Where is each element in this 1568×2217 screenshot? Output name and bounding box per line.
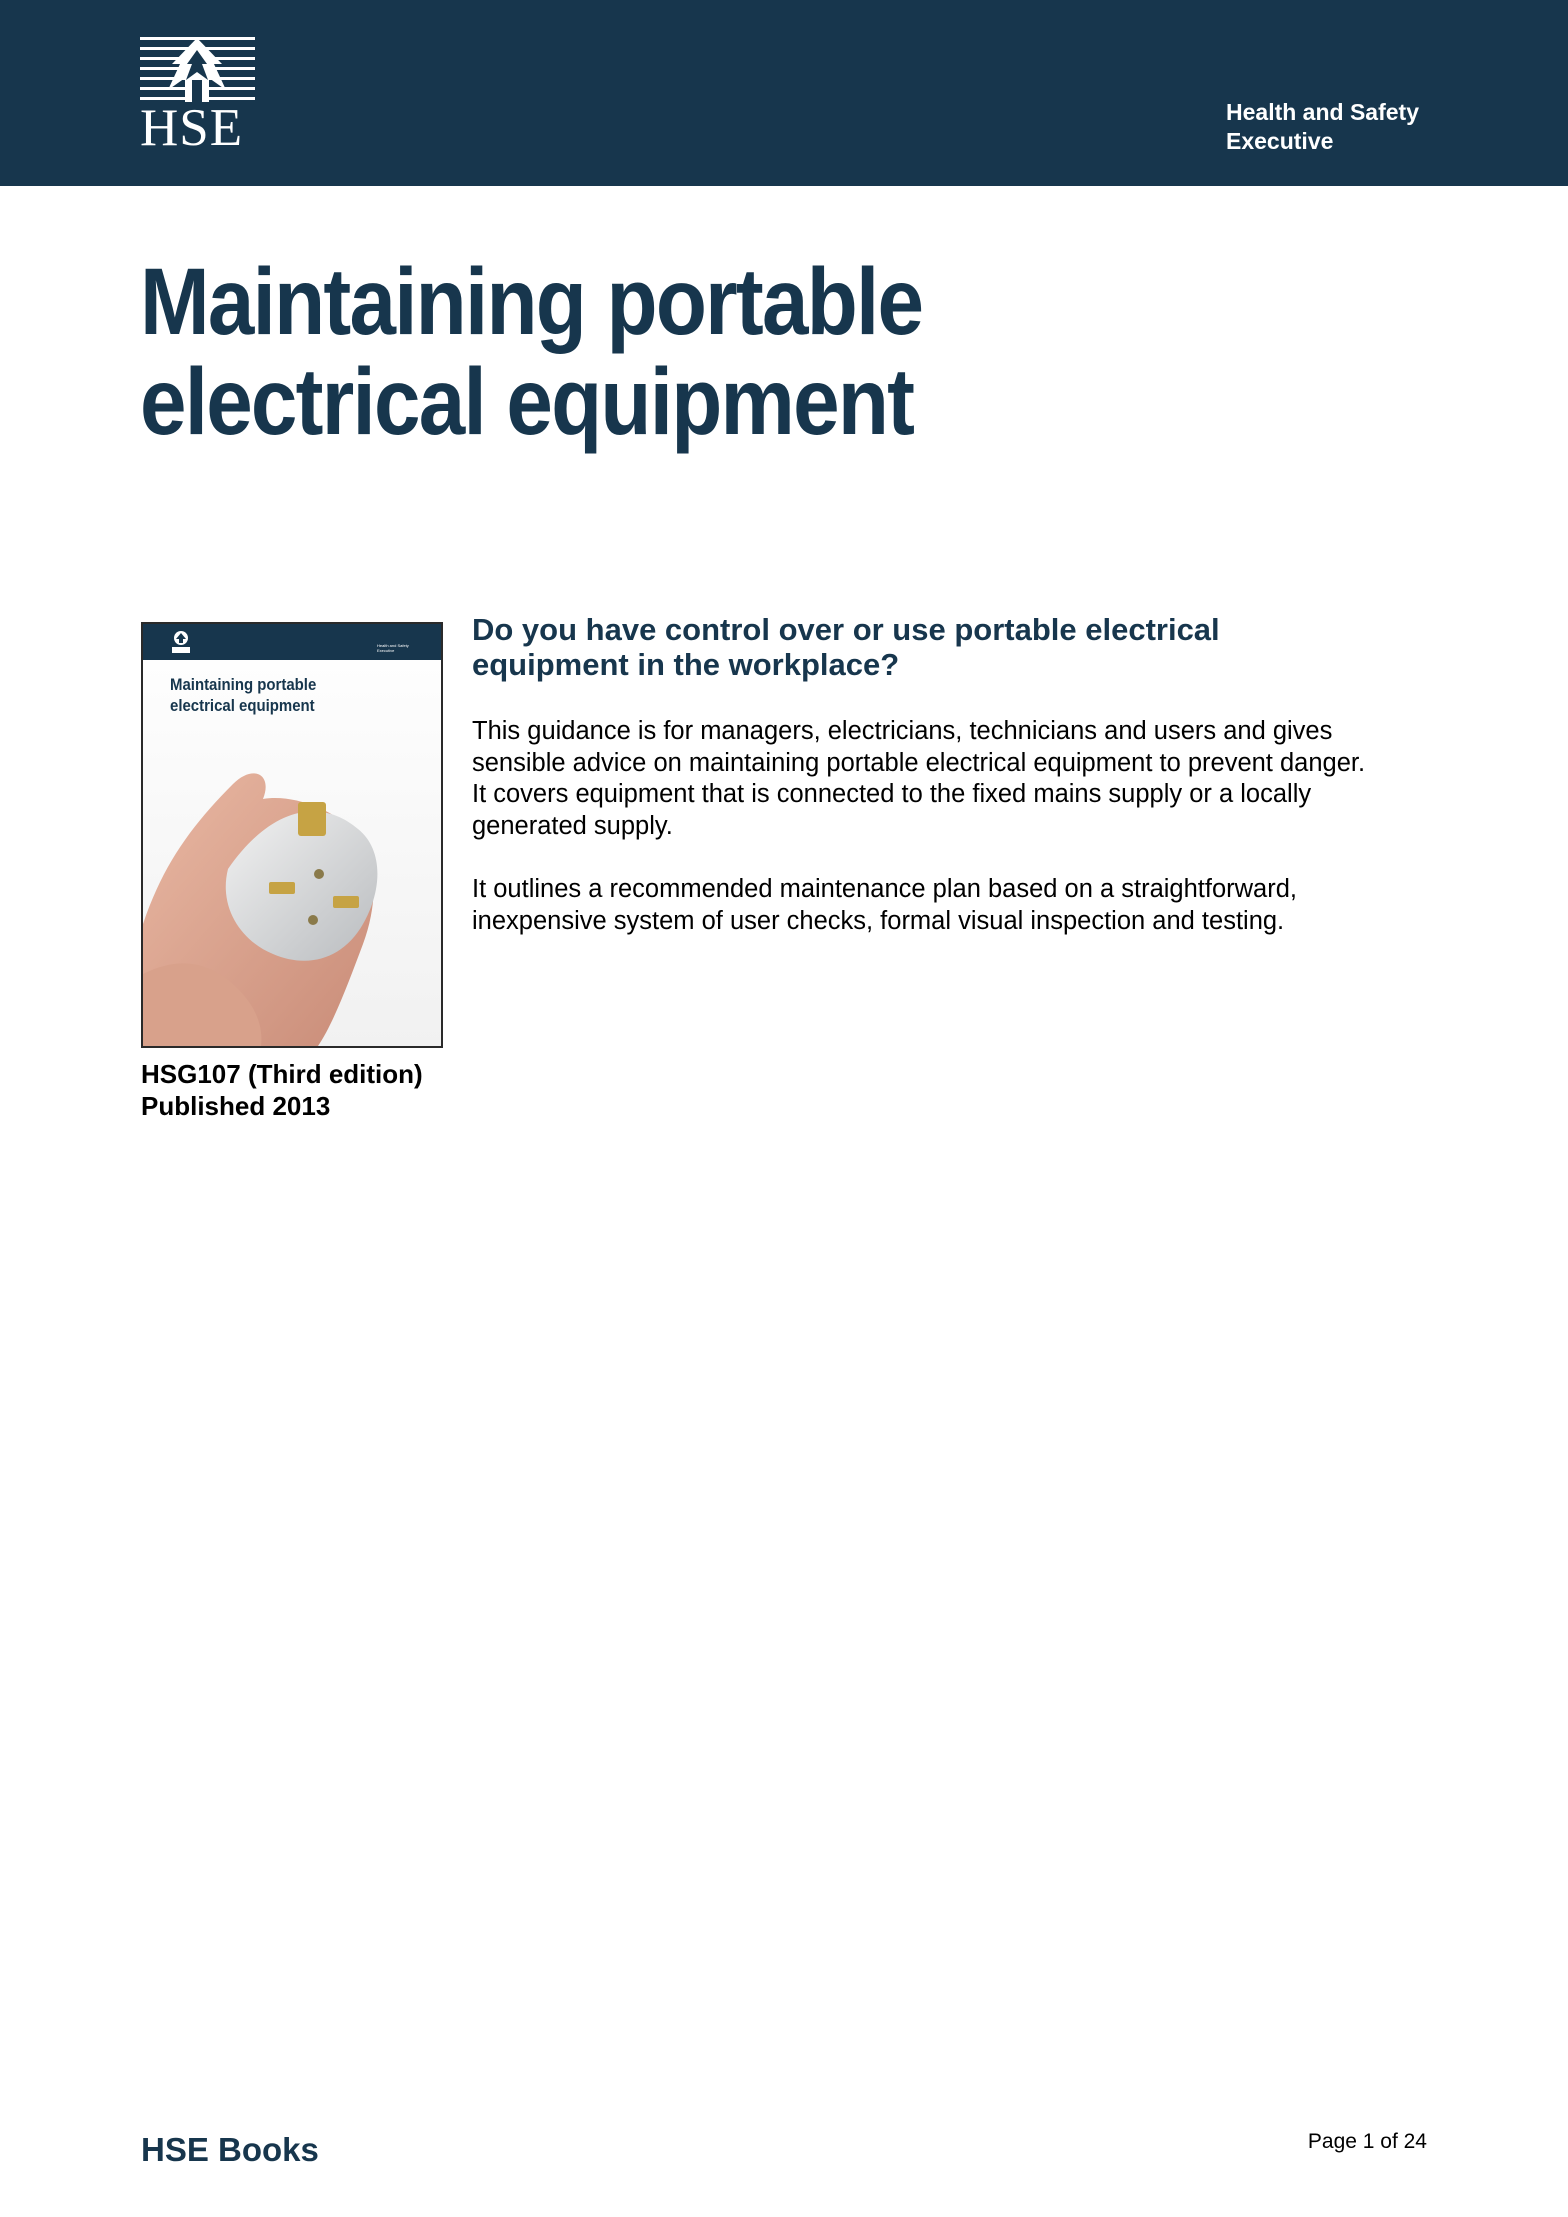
cover-organisation-name-line: Executive [377,648,395,653]
cover-hse-logo-icon [169,630,193,656]
organisation-name-line: Health and Safety [1226,99,1419,125]
paragraph-line: generated supply. [472,811,673,840]
publication-year-line: Published 2013 [141,1091,331,1121]
intro-paragraph-2 [472,874,1412,937]
page-number: Page 1 of 24 [1307,2130,1427,2153]
organisation-name-line: Executive [1226,128,1334,154]
intro-question-line: equipment in the workplace? [472,647,900,682]
paragraph-line: sensible advice on maintaining portable electrical equipment to prevent danger. [472,748,1366,777]
cover-organisation-name [377,643,417,653]
hse-logo-text: HSE [140,99,244,157]
document-title [140,249,1020,455]
document-title-line: Maintaining portable [140,249,923,355]
document-title-line: electrical equipment [140,349,914,455]
cover-title-line: electrical equipment [170,696,315,715]
paragraph-line: This guidance is for managers, electricians, technicians and users and gives [472,717,1333,745]
paragraph-line: It outlines a recommended maintenance plan based on a straightforward, [472,875,1297,903]
cover-title-line: Maintaining portable [170,675,317,694]
footer-publisher: HSE Books [141,2131,319,2168]
organisation-name [1226,98,1486,156]
edition-line: HSG107 (Third edition) [141,1059,423,1089]
paragraph-line: It covers equipment that is connected to the fixed mains supply or a locally [472,780,1312,808]
edition-info [141,1058,423,1122]
cover-header-band [143,624,441,660]
intro-paragraph-1 [472,716,1412,842]
cover-thumbnail [141,622,443,1048]
intro-question-line: Do you have control over or use portable electrical [472,612,1220,647]
intro-question-heading [472,612,1412,682]
cover-title [170,674,364,716]
paragraph-line: inexpensive system of user checks, formal visual inspection and testing. [472,906,1285,935]
cover-organisation-name-line: Health and Safety [377,643,409,648]
header-band [0,0,1568,186]
